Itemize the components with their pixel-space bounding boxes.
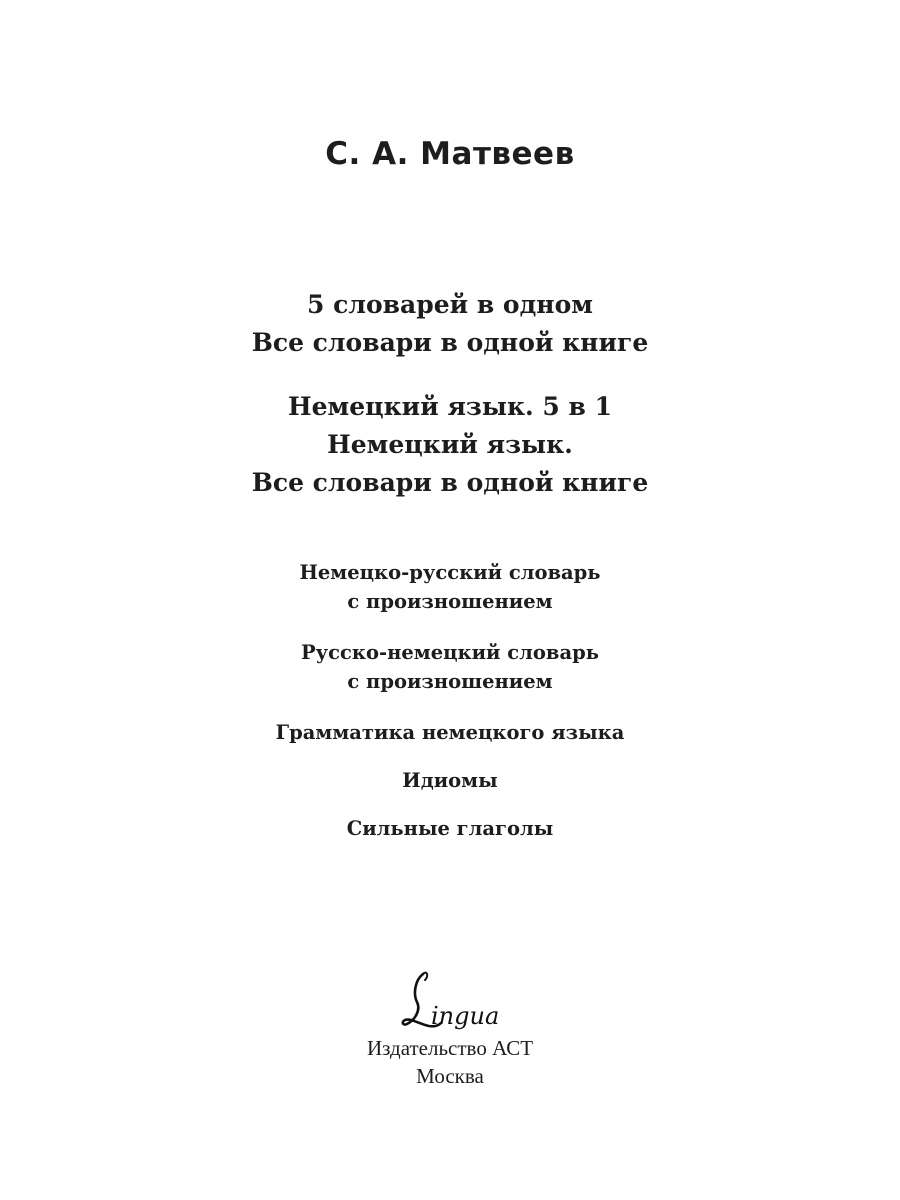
contents-item-line: с произношением [347, 590, 553, 613]
contents-item-line: Идиомы [402, 769, 498, 792]
contents-item [0, 766, 900, 795]
contents-item-line: с произношением [347, 670, 553, 693]
contents-item-line: Русско-немецкий словарь [301, 641, 599, 664]
contents-item-line: Немецко-русский словарь [299, 561, 601, 584]
contents-item [0, 814, 900, 843]
contents-list [0, 558, 900, 862]
contents-item-line: Сильные глаголы [346, 817, 554, 840]
series-line: Все словари в одной книге [251, 328, 649, 357]
svg-text:ingua: ingua [431, 1002, 500, 1030]
lingua-logo-icon [395, 968, 505, 1034]
publisher-name: Издательство АСТ [366, 1036, 534, 1060]
contents-item [0, 638, 900, 696]
series-line: 5 словарей в одном [307, 290, 593, 319]
title-line: Немецкий язык. 5 в 1 [288, 392, 612, 421]
publisher-city: Москва [416, 1064, 484, 1088]
contents-item [0, 718, 900, 747]
book-title [0, 388, 900, 502]
author-name: С. А. Матвеев [325, 136, 575, 172]
title-line: Все словари в одной книге [251, 468, 649, 497]
contents-item [0, 558, 900, 616]
contents-item-line: Грамматика немецкого языка [275, 721, 625, 744]
title-line: Немецкий язык. [327, 430, 573, 459]
publisher-logo [0, 968, 900, 1034]
publisher-info [0, 1034, 900, 1090]
series-title [0, 286, 900, 362]
